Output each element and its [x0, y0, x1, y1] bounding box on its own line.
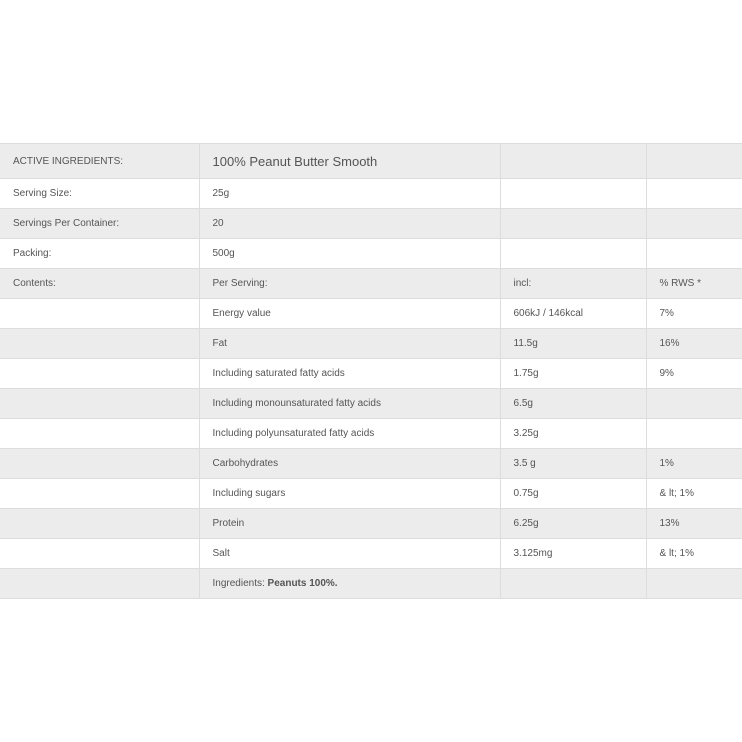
empty-cell [500, 144, 646, 179]
nutrient-rws: 7% [646, 299, 742, 329]
empty-cell [0, 419, 199, 449]
nutrient-name: Carbohydrates [199, 449, 500, 479]
table-row-nutrient [0, 299, 742, 329]
empty-cell [0, 539, 199, 569]
nutrient-rws: & lt; 1% [646, 539, 742, 569]
table-row-packing [0, 239, 742, 269]
nutrient-rws: 1% [646, 449, 742, 479]
nutrient-rws [646, 419, 742, 449]
empty-cell [500, 209, 646, 239]
nutrient-rws: 13% [646, 509, 742, 539]
nutrient-rws: & lt; 1% [646, 479, 742, 509]
nutrient-name: Fat [199, 329, 500, 359]
incl-label: incl: [500, 269, 646, 299]
empty-cell [500, 239, 646, 269]
empty-cell [646, 144, 742, 179]
packing-label: Packing: [0, 239, 199, 269]
nutrient-name: Including sugars [199, 479, 500, 509]
nutrient-amount: 3.125mg [500, 539, 646, 569]
table-row-nutrient [0, 509, 742, 539]
empty-cell [0, 509, 199, 539]
nutrient-amount: 1.75g [500, 359, 646, 389]
empty-cell [646, 179, 742, 209]
nutrient-amount: 11.5g [500, 329, 646, 359]
empty-cell [0, 359, 199, 389]
empty-cell [500, 179, 646, 209]
empty-cell [0, 389, 199, 419]
empty-cell [0, 569, 199, 599]
nutrient-name: Protein [199, 509, 500, 539]
nutrient-name: Including monounsaturated fatty acids [199, 389, 500, 419]
empty-cell [646, 569, 742, 599]
nutrient-name: Energy value [199, 299, 500, 329]
empty-cell [0, 299, 199, 329]
nutrient-rws: 9% [646, 359, 742, 389]
ingredients-label: Ingredients: [212, 578, 265, 589]
table-row-nutrient [0, 449, 742, 479]
table-row-nutrient [0, 479, 742, 509]
empty-cell [0, 449, 199, 479]
ingredients-cell [199, 569, 500, 599]
nutrient-amount: 606kJ / 146kcal [500, 299, 646, 329]
empty-cell [0, 329, 199, 359]
table-row-nutrient [0, 329, 742, 359]
table-row-nutrient [0, 539, 742, 569]
nutrient-rws [646, 389, 742, 419]
empty-cell [0, 479, 199, 509]
empty-cell [646, 239, 742, 269]
empty-cell [646, 209, 742, 239]
per-serving-label: Per Serving: [199, 269, 500, 299]
product-name: 100% Peanut Butter Smooth [199, 144, 500, 179]
ingredients-value: Peanuts 100%. [267, 578, 338, 589]
active-ingredients-label: ACTIVE INGREDIENTS: [0, 144, 199, 179]
nutrient-amount: 3.25g [500, 419, 646, 449]
nutrient-rws: 16% [646, 329, 742, 359]
packing-value: 500g [199, 239, 500, 269]
table-row-servings-per-container [0, 209, 742, 239]
table-row-nutrient [0, 419, 742, 449]
nutrient-name: Including polyunsaturated fatty acids [199, 419, 500, 449]
nutrient-amount: 0.75g [500, 479, 646, 509]
nutrition-table [0, 143, 742, 599]
servings-per-container-label: Servings Per Container: [0, 209, 199, 239]
table-row-contents-header [0, 269, 742, 299]
empty-cell [500, 569, 646, 599]
nutrient-amount: 6.5g [500, 389, 646, 419]
serving-size-value: 25g [199, 179, 500, 209]
serving-size-label: Serving Size: [0, 179, 199, 209]
table-header-row [0, 144, 742, 179]
nutrient-amount: 6.25g [500, 509, 646, 539]
table-row-nutrient [0, 389, 742, 419]
table-row-nutrient [0, 359, 742, 389]
contents-label: Contents: [0, 269, 199, 299]
table-row-serving-size [0, 179, 742, 209]
servings-per-container-value: 20 [199, 209, 500, 239]
nutrient-name: Salt [199, 539, 500, 569]
nutrient-amount: 3.5 g [500, 449, 646, 479]
rws-label: % RWS * [646, 269, 742, 299]
table-row-ingredients [0, 569, 742, 599]
nutrient-name: Including saturated fatty acids [199, 359, 500, 389]
